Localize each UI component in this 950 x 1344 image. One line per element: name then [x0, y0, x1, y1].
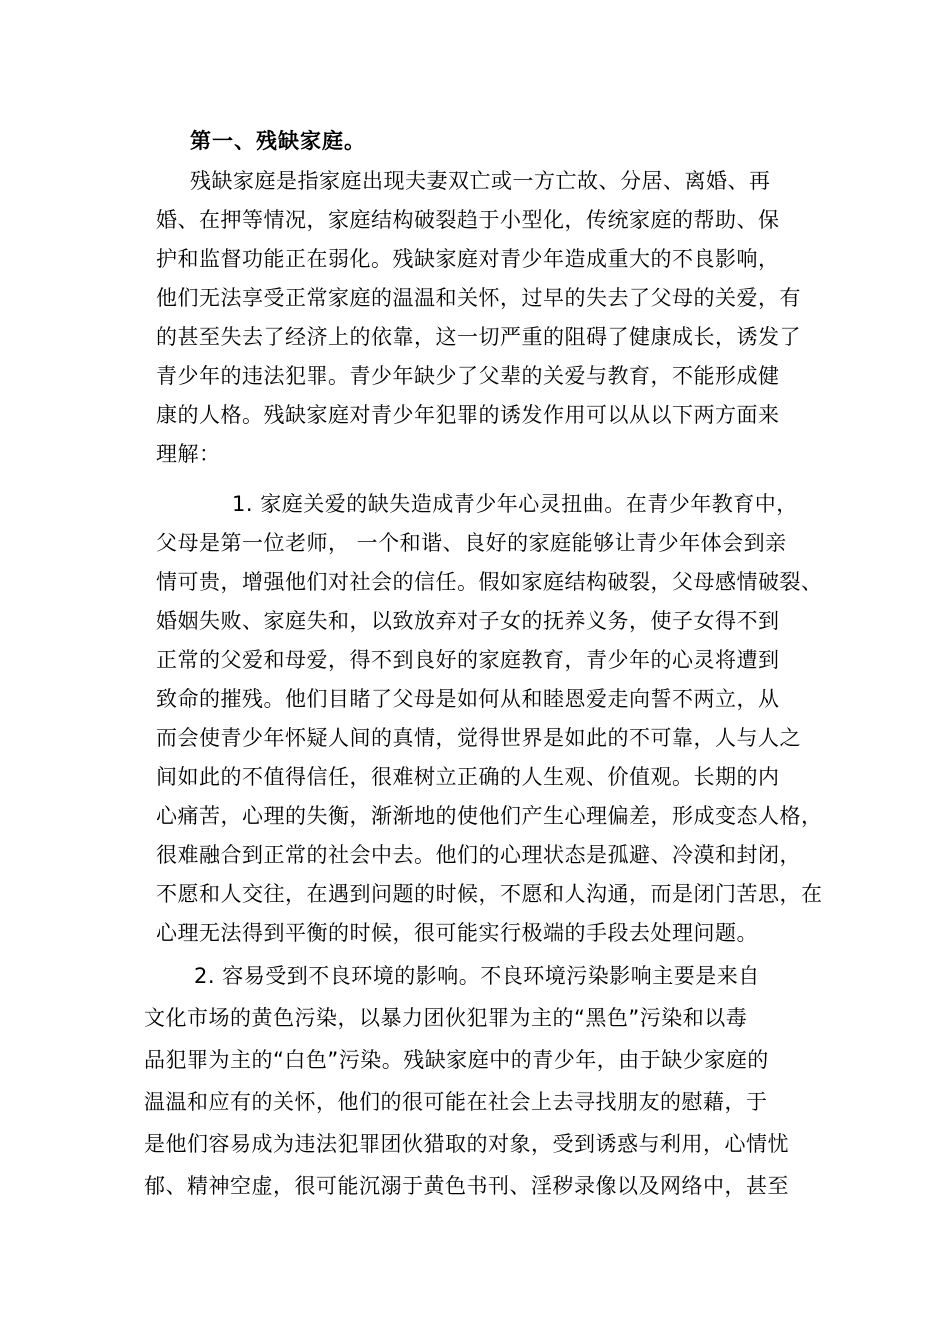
paragraph-line: 1. 家庭关爱的缺失造成青少年心灵扭曲。在青少年教育中， [232, 492, 798, 516]
paragraph-line: 温温和应有的关怀，他们的很可能在社会上去寻找朋友的慰藉，于 [144, 1090, 768, 1114]
paragraph-line: 婚、在押等情况，家庭结构破裂趋于小型化，传统家庭的帮助、保 [156, 208, 780, 232]
paragraph-line: 情可贵，增强他们对社会的信任。假如家庭结构破裂，父母感情破裂、 [156, 570, 823, 594]
section-heading: 第一、残缺家庭。 [190, 129, 366, 153]
paragraph-line: 心痛苦，心理的失衡，渐渐地的使他们产生心理偏差，形成变态人格， [156, 804, 823, 828]
paragraph-line: 致命的摧残。他们目睹了父母是如何从和睦恩爱走向誓不两立，从 [156, 687, 780, 711]
paragraph-line: 残缺家庭是指家庭出现夫妻双亡或一方亡故、分居、离婚、再 [190, 169, 771, 193]
paragraph-line: 是他们容易成为违法犯罪团伙猎取的对象，受到诱惑与利用，心情忧 [144, 1132, 789, 1156]
paragraph-line: 而会使青少年怀疑人间的真情，觉得世界是如此的不可靠，人与人之 [156, 726, 801, 750]
paragraph-line: 父母是第一位老师， 一个和谐、良好的家庭能够让青少年体会到亲 [156, 531, 787, 555]
paragraph-line: 理解： [156, 442, 221, 466]
paragraph-line: 青少年的违法犯罪。青少年缺少了父辈的关爱与教育，不能形成健 [156, 364, 780, 388]
paragraph-line: 他们无法享受正常家庭的温温和关怀，过早的失去了父母的关爱，有 [156, 286, 801, 310]
paragraph-line: 郁、精神空虚，很可能沉溺于黄色书刊、淫秽录像以及网络中，甚至 [144, 1174, 789, 1198]
paragraph-line: 不愿和人交往，在遇到问题的时候，不愿和人沟通，而是闭门苦思，在 [156, 882, 823, 906]
paragraph-line: 品犯罪为主的“白色”污染。残缺家庭中的青少年，由于缺少家庭的 [144, 1048, 769, 1072]
paragraph-line: 婚姻失败、家庭失和，以致放弃对子女的抚养义务，使子女得不到 [156, 609, 780, 633]
paragraph-line: 心理无法得到平衡的时候，很可能实行极端的手段去处理问题。 [156, 921, 758, 945]
paragraph-line: 的甚至失去了经济上的依靠，这一切严重的阻碍了健康成长，诱发了 [156, 325, 801, 349]
paragraph-line: 护和监督功能正在弱化。残缺家庭对青少年造成重大的不良影响， [156, 247, 780, 271]
paragraph-line: 间如此的不值得信任，很难树立正确的人生观、价值观。长期的内 [156, 765, 780, 789]
paragraph-line: 康的人格。残缺家庭对青少年犯罪的诱发作用可以从以下两方面来 [156, 403, 780, 427]
paragraph-line: 2. 容易受到不良环境的影响。不良环境污染影响主要是来自 [194, 964, 760, 988]
paragraph-line: 正常的父爱和母爱，得不到良好的家庭教育，青少年的心灵将遭到 [156, 648, 780, 672]
paragraph-line: 文化市场的黄色污染，以暴力团伙犯罪为主的“黑色”污染和以毒 [144, 1006, 748, 1030]
paragraph-line: 很难融合到正常的社会中去。他们的心理状态是孤避、冷漠和封闭， [156, 843, 801, 867]
